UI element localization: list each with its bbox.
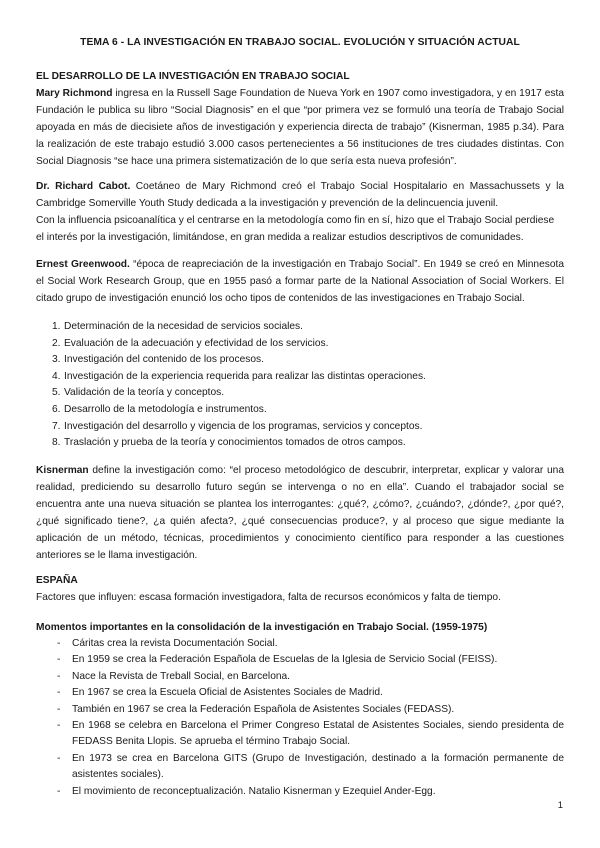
paragraph-cabot bbox=[36, 178, 564, 212]
document-title: TEMA 6 - LA INVESTIGACIÓN EN TRABAJO SOCIAL. EVOLUCIÓN Y SITUACIÓN ACTUAL bbox=[80, 37, 520, 48]
list-item: - En 1967 se crea la Escuela Oficial de Asistentes Sociales de Madrid. bbox=[36, 685, 564, 701]
list-item: - En 1973 se crea en Barcelona GITS (Grupo de Investigación, destinado a la formación permanente de asistentes sociales). bbox=[36, 751, 564, 784]
name-greenwood: Ernest Greenwood. bbox=[36, 259, 130, 270]
text-kisnerman: define la investigación como: “el proceso metodológico de descubrir, interpretar, explicar y valorar una realidad, prediciendo su desarrollo futuro según se intervenga o no en ella”. Cuando el trabajador social se encuentra ante una nueva situación se plantea los interrogantes: ¿qué?, ¿cómo?, ¿cuándo?, ¿dónde?, ¿por qué?, ¿qué significado tiene?, ¿a quién afecta?, ¿qué consecuencias produce?, y al proceso que sigue mediante la aplicación de un método, técnicas, procedimientos y conocimiento científico para responder a las cuestiones anteriores se le llama investigación. bbox=[36, 465, 564, 561]
name-cabot: Dr. Richard Cabot. bbox=[36, 181, 131, 192]
list-item: - Nace la Revista de Treball Social, en Barcelona. bbox=[36, 669, 564, 685]
text-cabot: Coetáneo de Mary Richmond creó el Trabajo Social Hospitalario en Massachussets y la Cambridge Somerville Youth Study dedicada a la investigación y prevención de la delincuencia juvenil. bbox=[36, 181, 565, 209]
list-item: - También en 1967 se crea la Federación Española de Asistentes Sociales (FEDASS). bbox=[36, 702, 564, 718]
text-greenwood: “época de reapreciación de la investigación en Trabajo Social”. En 1949 se creó en Minnesota el Social Work Research Group, que en 1955 pasó a formar parte de la National Association of Social Workers. El citado grupo de investigación enunció los ocho tipos de contenidos de las investigaciones en Trabajo Social. bbox=[36, 259, 564, 304]
list-item: 3. Investigación del contenido de los procesos. bbox=[52, 354, 264, 366]
list-item: - Cáritas crea la revista Documentación Social. bbox=[36, 636, 564, 652]
paragraph-factores: Factores que influyen: escasa formación investigadora, falta de recursos económicos y falta de tiempo. bbox=[36, 592, 501, 603]
page-number: 1 bbox=[557, 800, 563, 811]
research-types-list bbox=[36, 319, 564, 452]
list-item: 5. Validación de la teoría y conceptos. bbox=[52, 387, 225, 399]
list-item: - El movimiento de reconceptualización. Natalio Kisnerman y Ezequiel Ander-Egg. bbox=[36, 784, 564, 800]
list-item: 6. Desarrollo de la metodología e instrumentos. bbox=[52, 403, 267, 415]
momentos-heading: Momentos importantes en la consolidación de la investigación en Trabajo Social. (1959-1975) bbox=[36, 622, 488, 633]
list-item: 8. Traslación y prueba de la teoría y conocimientos tomados de otros campos. bbox=[52, 437, 406, 449]
paragraph-greenwood bbox=[36, 256, 564, 307]
text-richmond: ingresa en la Russell Sage Foundation de Nueva York en 1907 como investigadora, y en 1917 esta Fundación le publica su libro “Social Diagnosis” en el que “por primera vez se formuló una teoría de Trabajo Social apoyada en más de diecisiete años de investigación y experiencia directa de trabajo” (Kisnerman, 1985 p.34). Para la realización de este trabajo estudió 3.000 casos pertenecientes a 56 instituciones de tres ciudades distintas. Con Social Diagnosis “se hace una primera sistematización de lo que sería esta nueva profesión”. bbox=[36, 88, 565, 167]
list-item: 4. Investigación de la experiencia requerida para realizar las distintas operaciones. bbox=[52, 370, 426, 382]
name-richmond: Mary Richmond bbox=[36, 88, 113, 99]
list-item: 2. Evaluación de la adecuación y efectividad de los servicios. bbox=[52, 337, 329, 349]
list-item: - En 1968 se celebra en Barcelona el Primer Congreso Estatal de Asistentes Sociales, siendo presidenta de FEDASS Benita Llopis. Se aprueba el término Trabajo Social. bbox=[36, 718, 564, 751]
section-heading-espana: ESPAÑA bbox=[36, 575, 78, 586]
list-item: 1. Determinación de la necesidad de servicios sociales. bbox=[52, 321, 303, 332]
name-kisnerman: Kisnerman bbox=[36, 465, 89, 476]
list-item: - En 1959 se crea la Federación Española de Escuelas de la Iglesia de Servicio Social (FEISS). bbox=[36, 652, 564, 668]
paragraph-richmond bbox=[36, 85, 564, 170]
paragraph-cabot-influence: Con la influencia psicoanalítica y el centrarse en la metodología como fin en sí, hizo que el Trabajo Social perdiese el interés por la investigación, limitándose, en gran medida a realizar estudios descriptivos de comunidades. bbox=[36, 215, 555, 243]
section-heading-desarrollo: EL DESARROLLO DE LA INVESTIGACIÓN EN TRABAJO SOCIAL bbox=[36, 71, 350, 82]
paragraph-kisnerman bbox=[36, 462, 564, 564]
list-item: 7. Investigación del desarrollo y vigencia de los programas, servicios y conceptos. bbox=[52, 420, 423, 432]
momentos-list bbox=[36, 636, 564, 800]
